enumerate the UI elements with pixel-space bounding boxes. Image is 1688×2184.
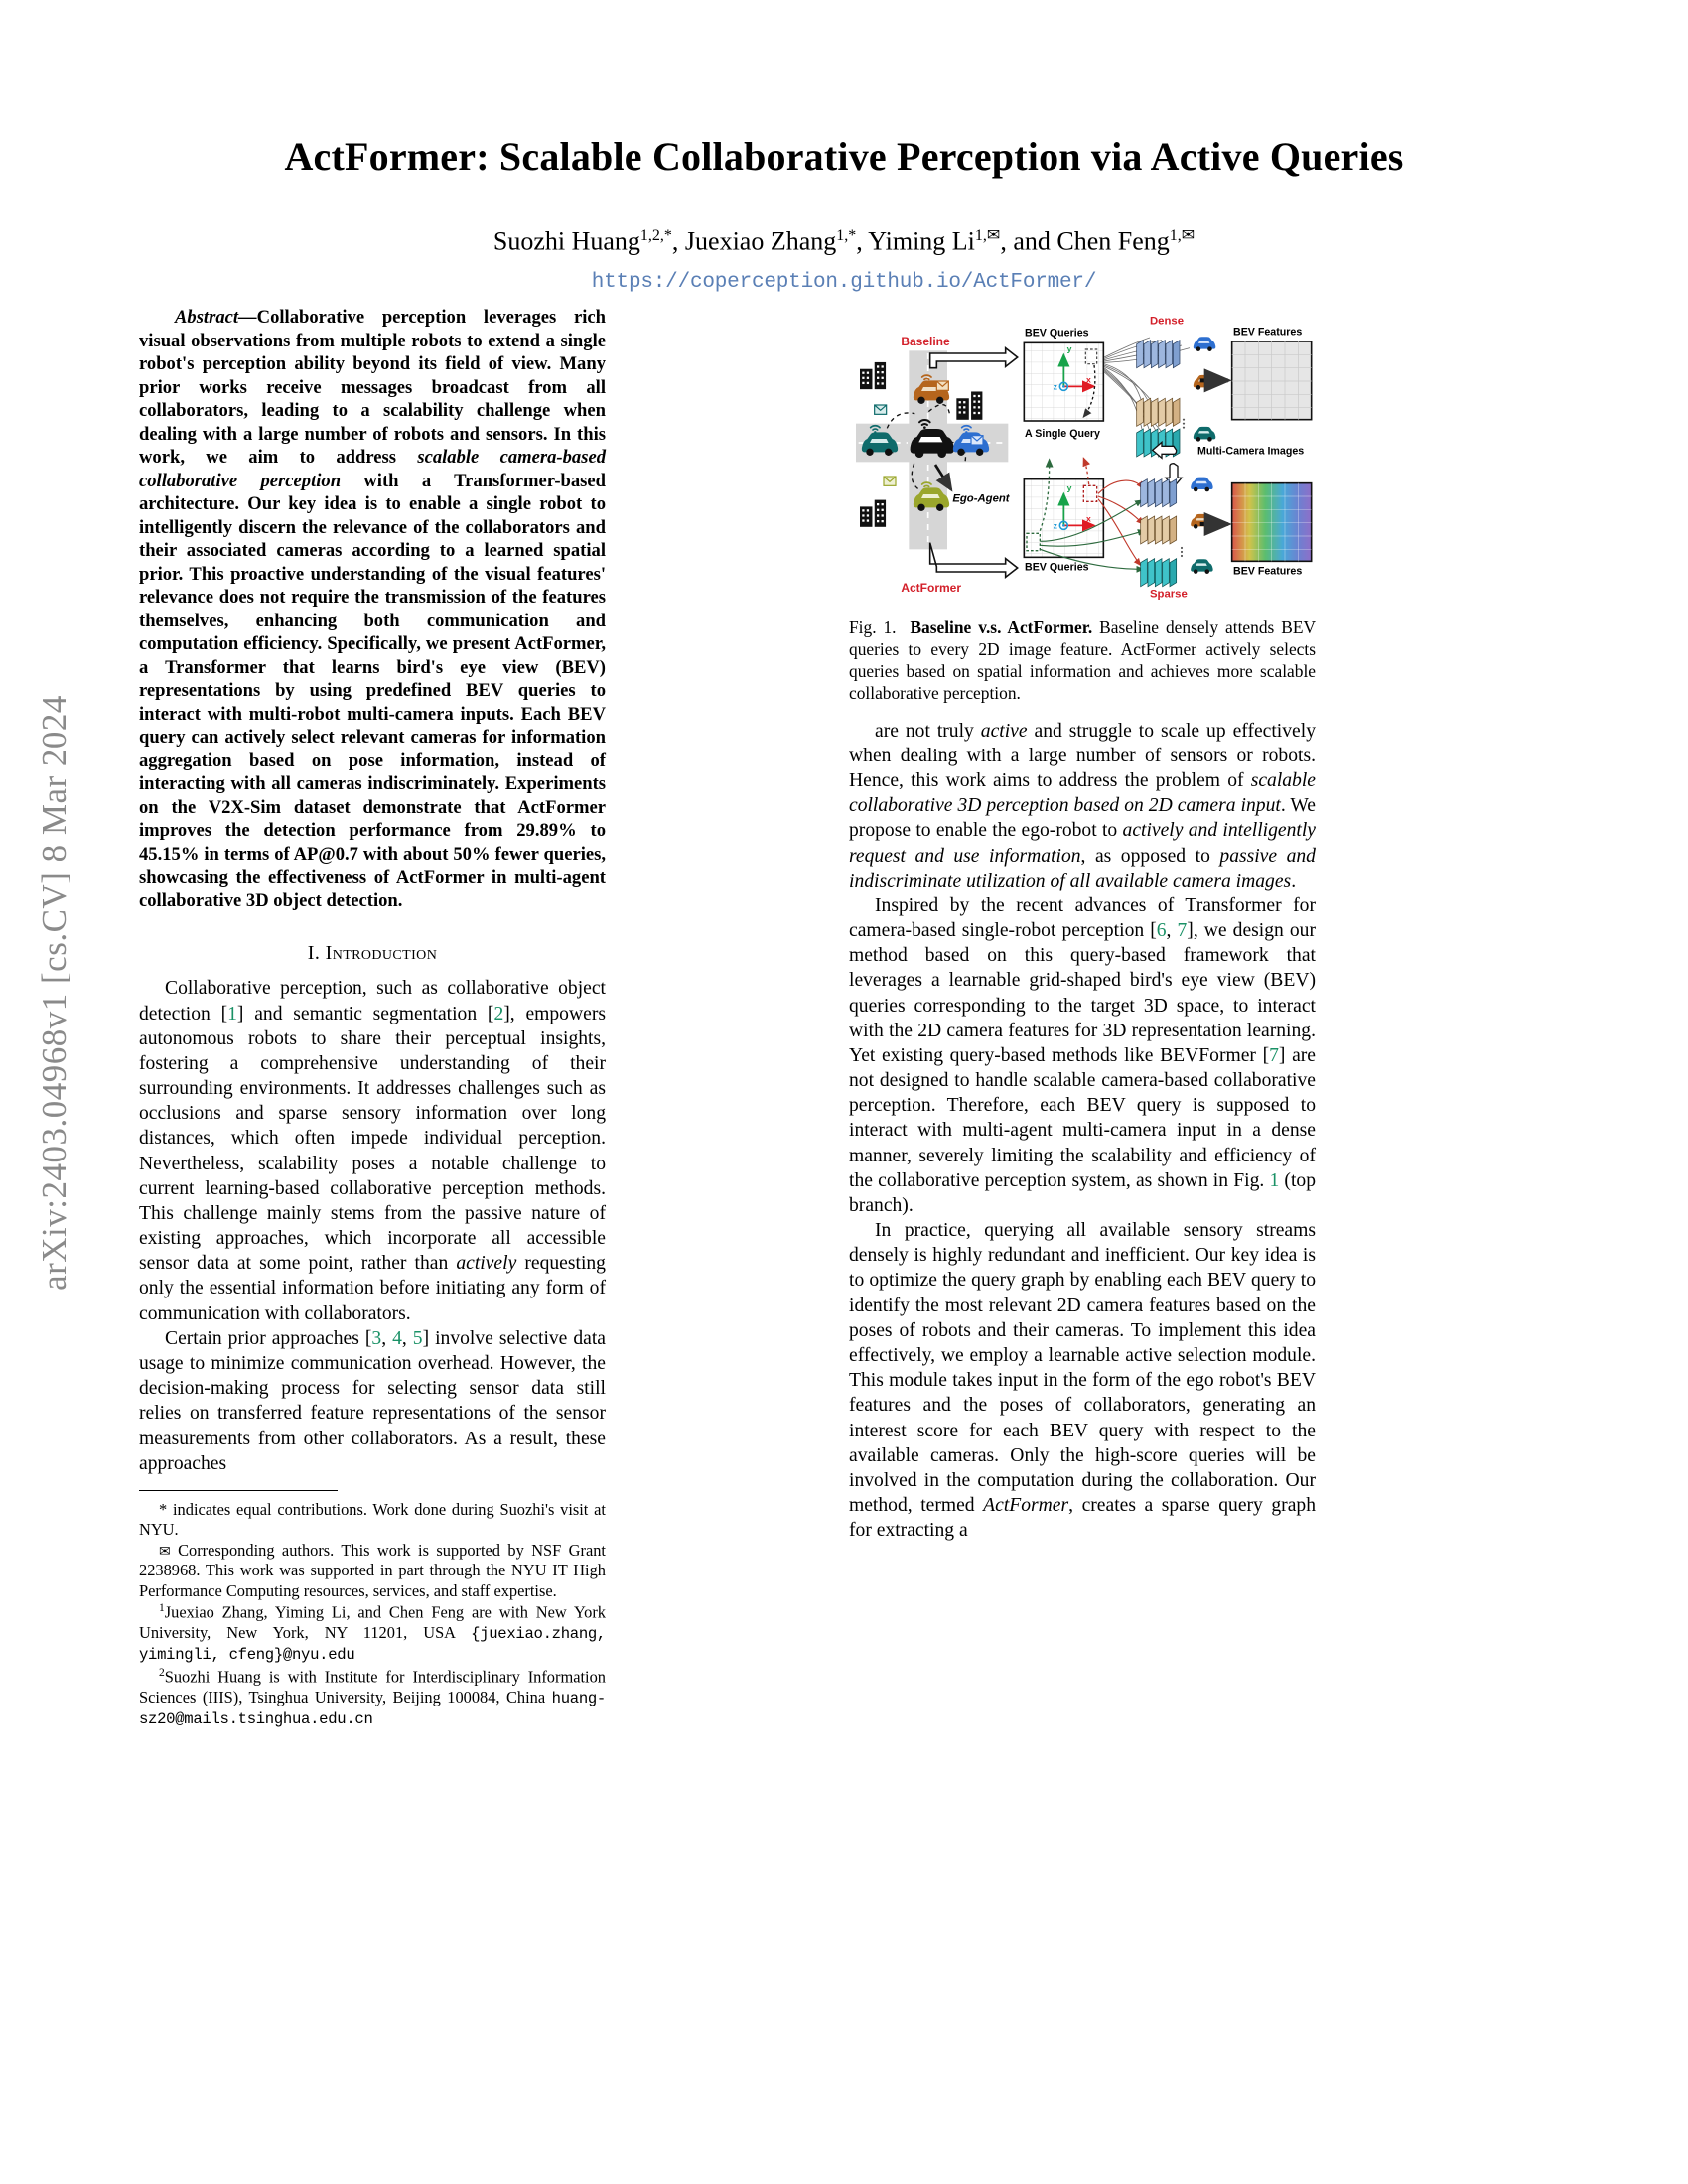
intro-p2-d: ] involve selective data usage to minimize communication overhead. However, the decision-making process for selecting sensor data still relies on transferred feature representations of the sensor measurements from other collaborators. As a result, these approaches [139,1327,607,1474]
rp3-a: In practice, querying all available sensory streams densely is highly redundant and inefficient. Our key idea is to optimize the query graph by enabling each BEV query to identify the most relevant 2D camera features based on the poses of robots and their cameras. To implement this idea effectively, we employ a learnable active selection module. This module takes input in the form of the ego robot's BEV features and the poses of collaborators, generating an interest score for each BEV query with respect to the available cameras. Only the high-score queries will be involved in the computation during the collaboration. Our method, termed [849,1220,1316,1517]
author-list [139,225,1549,257]
intro-p1-b: ] and semantic segmentation [ [236,1003,494,1024]
figure-1 [849,306,1316,705]
bev-features-bottom [1200,483,1312,578]
rp2-d: ] are not designed to handle scalable camera-based collaborative perception. Therefore, each BEV query is supposed to interact with multi-agent multi-camera input in a dense manner, severely limiting the scalability and efficiency of the collaborative perception system, as shown in Fig. [849,1044,1317,1191]
project-url-link[interactable]: https://coperception.github.io/ActFormer/ [591,270,1097,294]
rp2-b: , [1166,920,1178,942]
rp1-b: and struggle to scale up effectively when dealing with a large number of sensors or robots. Hence, this work aims to address the problem of [849,720,1316,792]
paper-page [139,0,1549,2184]
bev-queries-top-label: BEV Queries [1025,327,1089,340]
axis-x-bottom: x [1086,513,1091,524]
footnote-2 [139,1541,606,1601]
intro-p2-c: , [401,1327,413,1349]
figure-caption-body: Baseline densely attends BEV queries to every 2D image feature. ActFormer actively selects queries based on spatial information and achieves more scalable collaborative perception. [849,617,1317,703]
dense-label: Dense [1150,315,1185,328]
feature-stacks-top [1137,341,1185,457]
single-query-label: A Single Query [1025,428,1100,440]
citation-3[interactable]: 3 [371,1327,382,1349]
camera-owner-cars-top [1194,337,1215,441]
rp2-e: (top branch). [849,1169,1316,1216]
footnote-4 [139,1666,606,1730]
rp3-b: , creates a sparse query graph for extracting a [849,1495,1316,1542]
citation-6[interactable]: 6 [1156,920,1167,942]
author-3: , Yiming Li [856,226,975,256]
citation-7[interactable]: 7 [1177,920,1188,942]
figure-ref-1[interactable]: 1 [1269,1169,1280,1191]
rp1-em2: scalable collaborative 3D perception based on 2D camera input [849,770,1316,817]
axis-z-top: z [1053,381,1057,392]
figure-caption-title: Baseline v.s. ActFormer. [910,617,1093,637]
page-title: ActFormer: Scalable Collaborative Perception via Active Queries [284,134,1404,179]
baseline-label: Baseline [901,335,950,348]
bev-queries-top [1024,328,1103,421]
footnote-4-email: huang-sz20@mails.tsinghua.edu.cn [139,1689,606,1728]
footnote-3-email: {juexiao.zhang, yimingli, cfeng}@nyu.edu [139,1624,606,1665]
footnote-3 [139,1601,606,1666]
ego-agent-label: Ego-Agent [952,492,1010,505]
figure-caption-prefix: Fig. 1. [849,617,897,637]
rp1-c: . We propose to enable the ego-robot to [849,795,1316,842]
bev-queries-bottom [1024,479,1103,574]
intro-p1-d: requesting only the essential information before initiating any form of communication with collaborators. [139,1253,606,1324]
rp1-a: are not truly [875,720,981,742]
author-1: Suozhi Huang [492,226,640,256]
axis-z-bottom: z [1053,520,1057,531]
author-2-affil: 1,* [836,227,857,244]
right-paragraph-3 [849,1218,1316,1543]
intro-p2-a: Certain prior approaches [ [165,1327,372,1349]
feature-stacks-bottom [1141,479,1183,587]
footnote-1-mark: * [159,1499,168,1519]
rp1-e: . [1291,870,1297,891]
footnote-2-text: Corresponding authors. This work is supported by NSF Grant 2238968. This work was supported in part through the NYU IT High Performance Computing resources, services, and staff expertise. [139,1540,606,1600]
intro-paragraph-1 [139,976,606,1325]
footnote-rule [139,1490,338,1491]
citation-5[interactable]: 5 [412,1327,423,1349]
sparse-label: Sparse [1150,588,1188,601]
intro-p1-c: ], empowers autonomous robots to share their perceptual insights, fostering a comprehensive understanding of their surrounding environments. It addresses challenges such as occlusions and sparse sensory information over long distances, which often impede individual perception. Nevertheless, scalability poses a notable challenge to current learning-based collaborative perception methods. This challenge mainly stems from the passive nature of existing approaches, which incorporate all accessible sensor data at some point, rather than [139,1003,606,1275]
citation-4[interactable]: 4 [392,1327,402,1349]
column-left [139,306,606,1729]
figure-1-diagram [849,306,1316,604]
figure-1-caption [849,617,1316,705]
intro-paragraph-2 [139,1326,606,1476]
intro-p1-emphasis: actively [456,1253,517,1275]
abstract-emphasis-1: scalable camera-based collaborative perception [139,447,607,491]
footnote-block [139,1500,606,1730]
arxiv-stamp: arXiv:2403.04968v1 [cs.CV] 8 Mar 2024 [35,695,73,1291]
section-heading-introduction: I. Introduction [307,942,438,965]
abstract-paragraph [139,306,606,912]
author-1-affil: 1,2,* [639,227,672,244]
abstract-text-2: with a Transformer-based architecture. Our key idea is to enable a single robot to intelligently discern the relevance of the collaborators and their associated cameras according to a learned spatial prior. This proactive understanding of the visual features' relevance does not require the transmission of the features themselves, enhancing both communication and computation efficiency. Specifically, we present ActFormer, a Transformer that learns bird's eye view (BEV) representations by using predefined BEV queries to interact with multi-robot multi-camera inputs. Each BEV query can actively select relevant cameras for information aggregation based on pose information, instead of interacting with all cameras indiscriminately. Experiments on the V2X-Sim dataset demonstrate that ActFormer improves the detection performance from 29.89% to 45.15% in terms of AP@0.7 with about 50% fewer queries, showcasing the effectiveness of ActFormer in multi-agent collaborative 3D object detection. [139,470,606,911]
bev-features-top [1200,326,1312,419]
bev-features-bottom-label: BEV Features [1233,565,1303,578]
rp2-c: ], we design our method based on this query-based framework that leverages a learnable grid-shaped bird's eye view (BEV) queries corresponding to the target 3D space, to interact with the 2D camera features for 3D representation learning. Yet existing query-based methods like BEVFormer [ [849,920,1316,1066]
rp3-em: ActFormer [983,1495,1069,1517]
footnote-4-mark: 2 [159,1666,165,1679]
citation-2[interactable]: 2 [493,1003,504,1024]
column-right [849,306,1316,1543]
footnote-3-text: Juexiao Zhang, Yiming Li, and Chen Feng are with New York University, New York, NY 11201, USA [139,1602,606,1642]
citation-7b[interactable]: 7 [1269,1044,1279,1066]
axis-y-top: y [1066,343,1072,354]
footnote-4-text: Suozhi Huang is with Institute for Interdisciplinary Information Sciences (IIIS), Tsinghua University, Beijing 100084, China [139,1667,606,1706]
rp1-em1: active [980,720,1028,742]
rp2-a: Inspired by the recent advances of Transformer for camera-based single-robot perception [ [849,894,1316,942]
right-paragraph-1 [849,719,1316,893]
rp1-em3: actively and intelligently request and use information [849,820,1316,867]
rp1-em4: passive and indiscriminate utilization of all available camera images [849,845,1316,891]
rp1-d: , as opposed to [1080,845,1220,867]
abstract-text-1: Collaborative perception leverages rich visual observations from multiple robots to extend a single robot's perception ability beyond its field of view. Many prior works receive messages broadcast from all collaborators, leading to a scalability challenge when dealing with a large number of robots and sensors. In this work, we aim to address [139,307,606,469]
author-2: , Juexiao Zhang [671,226,837,256]
bev-queries-bottom-label: BEV Queries [1025,561,1089,574]
footnote-1-text: indicates equal contributions. Work done during Suozhi's visit at NYU. [139,1499,606,1540]
scene-vehicles [862,380,989,511]
footnote-1 [139,1500,606,1541]
axis-x-top: x [1086,374,1091,385]
author-4: , and Chen Feng [1000,226,1170,256]
multi-camera-label: Multi-Camera Images [1197,445,1305,458]
author-4-affil: 1,✉ [1169,227,1196,244]
author-3-affil: 1,✉ [974,227,1001,244]
citation-1[interactable]: 1 [227,1003,237,1024]
axis-y-bottom: y [1066,482,1072,493]
right-paragraph-2 [849,893,1316,1218]
intro-p1-a: Collaborative perception, such as collaborative object detection [ [139,978,606,1024]
footnote-3-mark: 1 [159,1601,165,1614]
bev-features-top-label: BEV Features [1233,326,1303,339]
actformer-label: ActFormer [901,581,962,595]
abstract-label: Abstract— [175,307,257,328]
intro-p2-b: , [381,1327,393,1349]
envelope-icon: ✉ [159,1544,171,1560]
